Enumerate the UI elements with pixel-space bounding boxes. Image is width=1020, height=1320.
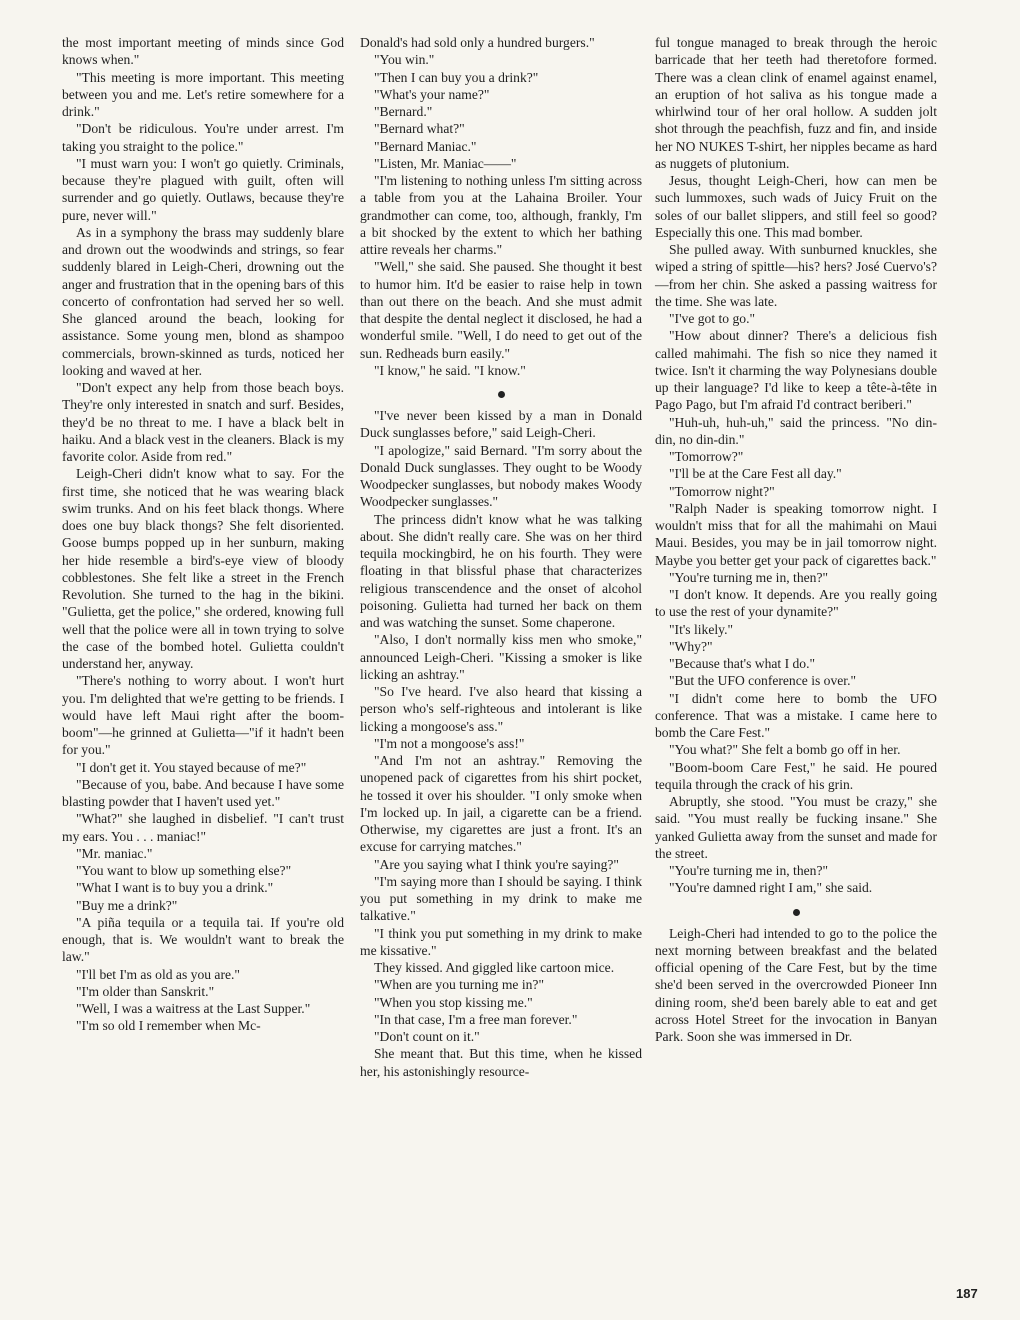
paragraph: "How about dinner? There's a delicious fish called mahimahi. The fish so nice they named it twice. Isn't it charming the way Polynesians double up their language? I'd like to keep a tête-à-tête in Pago Pago, but I'm afraid I'd contract beriberi." xyxy=(655,328,937,413)
paragraph: ful tongue managed to break through the heroic barricade that her teeth had theretofore formed. There was a clean clink of enamel against enamel, an eruption of hot saliva as his tongue made a whirlwind tour of her oral hollow. A sudden jolt shot through the peachfish, fuzz and fin, and inside her NO NUKES T-shirt, her nipples became as hard as nuggets of plutonium. xyxy=(655,35,938,171)
paragraph: "When are you turning me in?" xyxy=(374,977,545,993)
paragraph: "I'm so old I remember when Mc- xyxy=(76,1018,261,1034)
paragraph: "You're turning me in, then?" xyxy=(669,863,829,878)
section-separator-dot xyxy=(655,903,937,921)
paragraph: the most important meeting of minds since God knows when." xyxy=(62,35,344,68)
column-3-section-b xyxy=(655,925,937,1046)
paragraph: "Tomorrow night?" xyxy=(669,483,775,499)
paragraph: "I'm saying more than I should be saying. I think you put something in my drink to make me talkative." xyxy=(360,873,642,924)
paragraph: "I must warn you: I won't go quietly. Criminals, because they're plagued with guilt, often will surrender and go quietly. Outlaws, because they're pure, never will." xyxy=(62,155,344,223)
paragraph: "So I've heard. I've also heard that kissing a person who's self-righteous and intolerant is like licking a mongoose's ass." xyxy=(360,684,642,734)
paragraph: "Because that's what I do." xyxy=(669,656,816,671)
paragraph: "And I'm not an ashtray." Removing the unopened pack of cigarettes from his shirt pocket, he tossed it over his shoulder. "I only smoke when I'm locked up. In jail, a cigarette can be a friend. Otherwise, my cigarettes are just a front. It's an excuse for carrying matches." xyxy=(360,753,642,855)
column-3-section-a xyxy=(655,34,937,897)
paragraph: "Ralph Nader is speaking tomorrow night. I wouldn't miss that for all the mahimahi on Maui Maui. Besides, you may be in jail tomorrow night. Maybe you better get your pack of cigarettes back." xyxy=(655,500,937,568)
paragraph: Leigh-Cheri didn't know what to say. For the first time, she noticed that he was wearing black swim trunks. And on his feet black thongs. Where does one buy black thongs? She felt disoriented. Goose bumps popped up in her sunburn, making her hide resemble a bird's-eye view of bloody cobblestones. She felt like a street in the French Revolution. She turned to the hag in the bikini. "Gulietta, get the police," she ordered, knowing full well that the police were all in town trying to solve the case of the bombed hotel. Gulietta couldn't understand her, anyway. xyxy=(62,466,344,671)
section-separator-dot xyxy=(360,385,642,403)
paragraph: "There's nothing to worry about. I won't hurt you. I'm delighted that we're getting to be friends. I would have left Maui right after the boom-boom"—he grinned at Gulietta—"if it hadn't been for you." xyxy=(62,673,344,758)
paragraph: "Buy me a drink?" xyxy=(76,897,178,913)
paragraph: "I know," he said. "I know." xyxy=(374,362,526,378)
paragraph: "Well," she said. She paused. She thought it best to humor him. It'd be easier to raise help in town than out there on the beach. And she must admit that despite the dental neglect it disclosed, he had a wonderful smile. "Well, I do need to get out of the sun. Redheads burn easily." xyxy=(360,259,642,361)
column-2-section-b xyxy=(360,407,642,1080)
paragraph: "You want to blow up something else?" xyxy=(76,863,292,878)
paragraph: "Mr. maniac." xyxy=(76,845,153,861)
paragraph: As in a symphony the brass may suddenly blare and drown out the woodwinds and strings, so fear suddenly blared in Leigh-Cheri, drowning out the anger and frustration that in the opening bars of this concerto of confrontation had served her so well. She glanced around the beach, looking for assistance. Some young men, blond as shampoo commercials, brown-skinned as turds, noticed her looking and waved at her. xyxy=(62,224,344,378)
text-column-1 xyxy=(62,34,344,1035)
paragraph: "You win." xyxy=(374,52,435,68)
bullet-icon xyxy=(793,909,800,916)
paragraph: "Because of you, babe. And because I have some blasting powder that I haven't used yet." xyxy=(62,776,344,809)
paragraph: "A piña tequila or a tequila tai. If you're old enough, that is. We wouldn't want to break the law." xyxy=(62,914,344,965)
paragraph: "I've got to go." xyxy=(669,311,756,326)
paragraph: The princess didn't know what he was talking about. She didn't really care. She was on her third tequila mockingbird, he on his fourth. They were floating in that blissful phase that characterizes religious transcendence and the onset of alcohol poisoning. Gulietta had turned her back on them and was watching the sunset. Some chaperone. xyxy=(360,511,642,630)
paragraph: "I didn't come here to bomb the UFO conference. That was a mistake. I came here to bomb the Care Fest." xyxy=(655,690,937,740)
paragraph: "Don't be ridiculous. You're under arrest. I'm taking you straight to the police." xyxy=(62,121,344,154)
paragraph: "Well, I was a waitress at the Last Supper." xyxy=(76,1001,311,1016)
paragraph: "I don't know. It depends. Are you really going to use the rest of your dynamite?" xyxy=(655,587,937,620)
paragraph: "You're damned right I am," she said. xyxy=(669,880,873,896)
paragraph: "I'll bet I'm as old as you are." xyxy=(76,966,240,982)
paragraph: "Don't count on it." xyxy=(374,1029,480,1044)
paragraph: "This meeting is more important. This meeting between you and me. Let's retire somewhere for a drink." xyxy=(62,69,344,119)
paragraph: "When you stop kissing me." xyxy=(374,994,533,1010)
paragraph: "Also, I don't normally kiss men who smoke," announced Leigh-Cheri. "Kissing a smoker is like licking an ashtray." xyxy=(360,632,642,682)
paragraph: She meant that. But this time, when he kissed her, his astonishingly resource- xyxy=(360,1046,642,1079)
paragraph: "I'm older than Sanskrit." xyxy=(76,983,215,999)
column-2-section-a xyxy=(360,34,642,379)
paragraph: "Are you saying what I think you're saying?" xyxy=(374,856,619,872)
paragraph: Jesus, thought Leigh-Cheri, how can men be such lummoxes, such wads of Juicy Fruit on the soles of our ballet slippers, and still feel so good? Especially this one. This mad bomber. xyxy=(655,173,937,240)
paragraph: "I apologize," said Bernard. "I'm sorry about the Donald Duck sunglasses. They ought to be Woody Woodpecker sunglasses, but nobody makes Woody Woodpecker sunglasses." xyxy=(360,442,642,510)
paragraph: "Listen, Mr. Maniac——" xyxy=(374,155,517,171)
paragraph: "What's your name?" xyxy=(374,86,490,102)
paragraph: "Then I can buy you a drink?" xyxy=(374,69,539,85)
paragraph: "What I want is to buy you a drink." xyxy=(76,880,274,896)
paragraph: "It's likely." xyxy=(669,621,734,637)
paragraph: "What?" she laughed in disbelief. "I can't trust my ears. You . . . maniac!" xyxy=(62,811,344,844)
paragraph: She pulled away. With sunburned knuckles, she wiped a string of spittle—his? hers? José Cuervo's?—from her chin. She asked a passing waitress for the time. She was late. xyxy=(655,242,937,309)
bullet-icon xyxy=(498,391,505,398)
paragraph: Abruptly, she stood. "You must be crazy," she said. "You must really be fucking insane." She yanked Gulietta away from the sunset and made for the street. xyxy=(655,794,937,861)
paragraph: "Don't expect any help from those beach boys. They're only interested in snatch and surf. Besides, they'd be no threat to me. I have a black belt in haiku. And a black vest in the cleaners. Black is my favorite color. Aside from red." xyxy=(62,380,344,464)
paragraph: "I've never been kissed by a man in Donald Duck sunglasses before," said Leigh-Cheri. xyxy=(360,408,642,441)
paragraph: "Huh-uh, huh-uh," said the princess. "No din-din, no din-din." xyxy=(655,414,937,447)
paragraph: "I think you put something in my drink to make me kissative." xyxy=(360,925,642,958)
paragraph: "But the UFO conference is over." xyxy=(669,673,857,689)
paragraph: "I'll be at the Care Fest all day." xyxy=(669,466,842,482)
text-column-2 xyxy=(360,34,642,1080)
paragraph: "Boom-boom Care Fest," he said. He poured tequila through the crack of his grin. xyxy=(655,759,937,792)
paragraph: They kissed. And giggled like cartoon mice. xyxy=(374,960,615,975)
paragraph: "You what?" She felt a bomb go off in her. xyxy=(669,742,901,758)
paragraph: "Why?" xyxy=(669,638,713,654)
paragraph: "You're turning me in, then?" xyxy=(669,569,829,585)
page-number: 187 xyxy=(956,1286,978,1301)
paragraph: "I'm not a mongoose's ass!" xyxy=(374,735,525,751)
paragraph: "Bernard." xyxy=(374,104,433,119)
paragraph: Leigh-Cheri had intended to go to the police the next morning between breakfast and the belated official opening of the Care Fest, but by the time she'd been served in the overcrowded Pioneer Inn dining room, she'd been barely able to eat and get across Hotel Street for the invocation in Banyan Park. Soon she was immersed in Dr. xyxy=(655,925,937,1044)
paragraph: "Tomorrow?" xyxy=(669,449,744,464)
paragraph: "Bernard what?" xyxy=(374,121,465,137)
text-column-3 xyxy=(655,34,937,1045)
paragraph: "I don't get it. You stayed because of me?" xyxy=(76,759,307,775)
paragraph: "Bernard Maniac." xyxy=(374,138,477,154)
paragraph: "I'm listening to nothing unless I'm sitting across a table from you at the Lahaina Broiler. Your grandmother can come, too, although, frankly, I'm a bit shocked by the extent to which her bathing attire reveals her charms." xyxy=(360,173,642,257)
paragraph: Donald's had sold only a hundred burgers." xyxy=(360,35,595,50)
paragraph: "In that case, I'm a free man forever." xyxy=(374,1011,578,1027)
